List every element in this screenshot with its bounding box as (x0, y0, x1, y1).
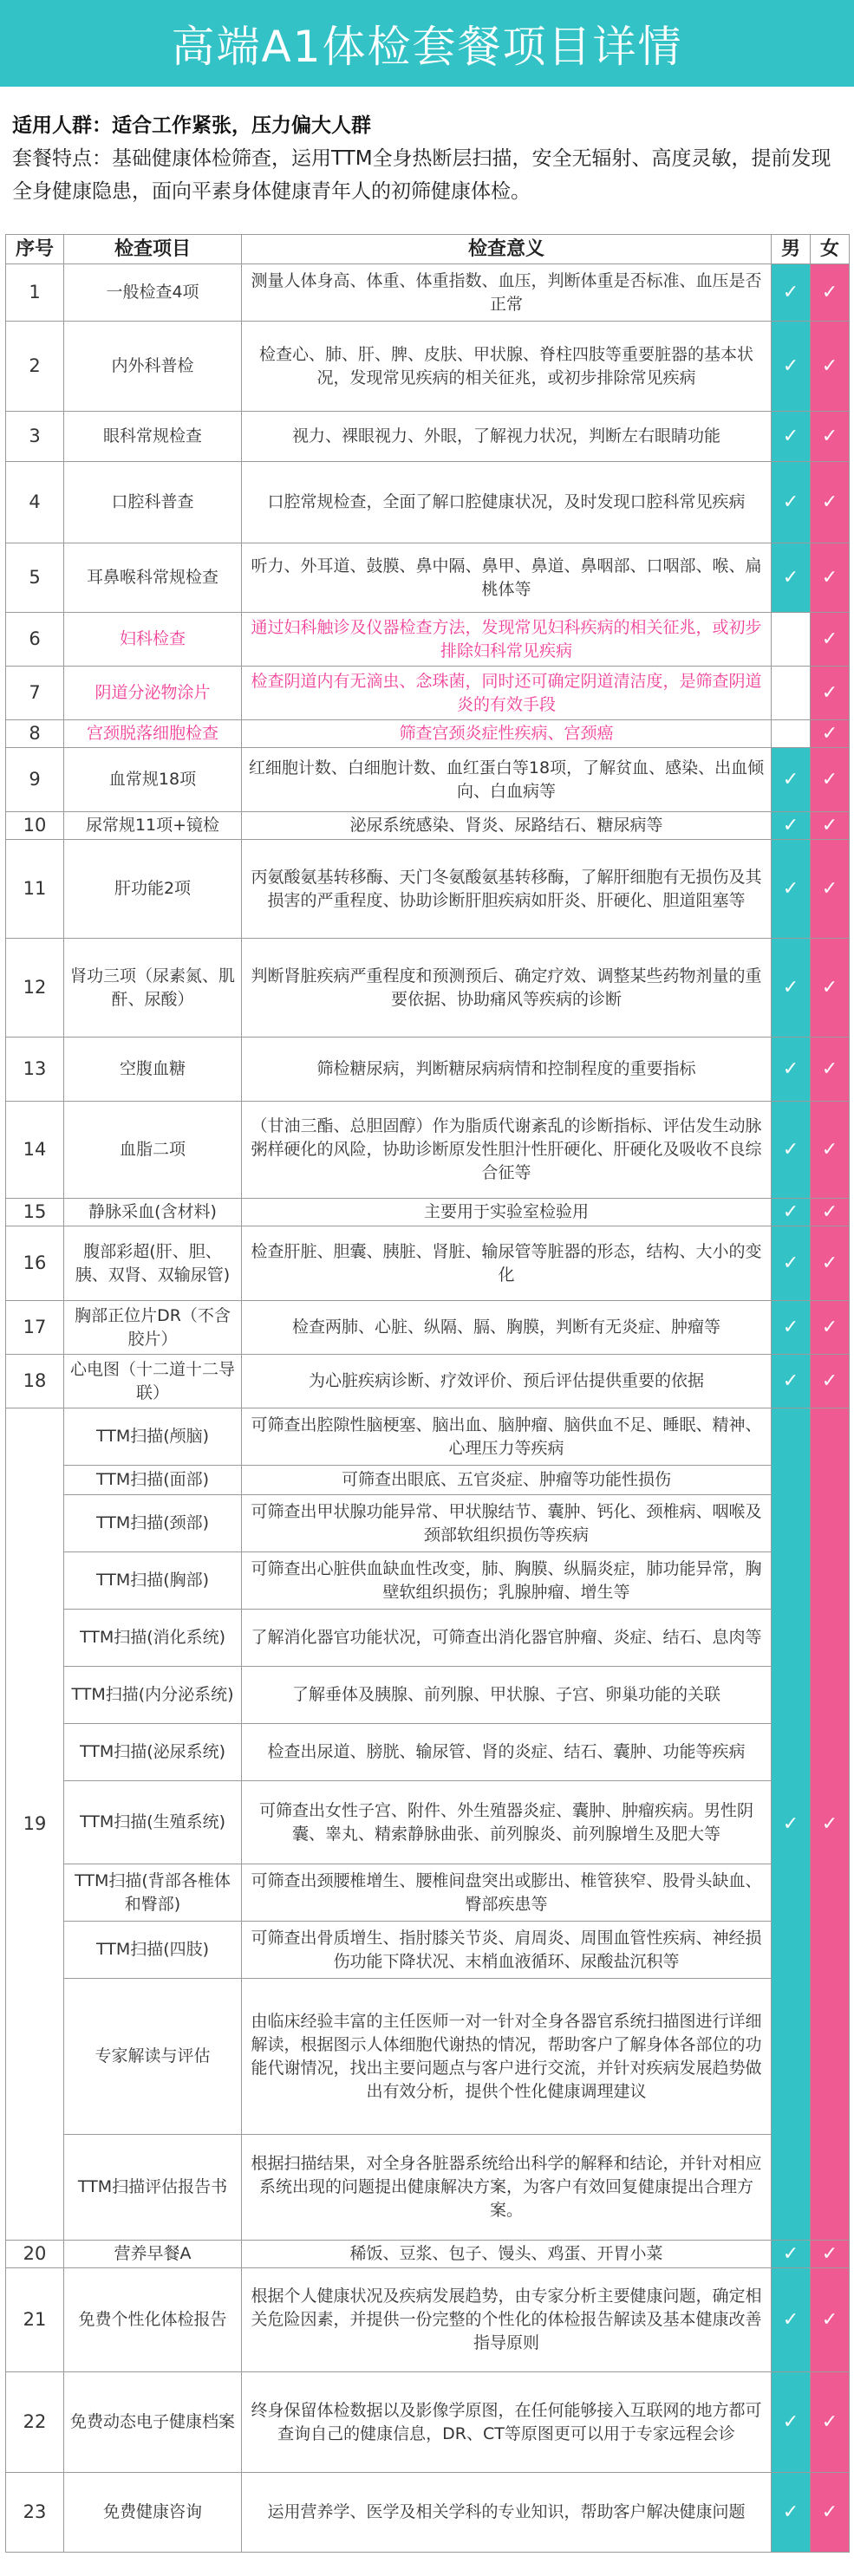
female-check-cell (811, 543, 850, 613)
row-meaning: 筛检糖尿病，判断糖尿病病情和控制程度的重要指标 (242, 1038, 772, 1102)
male-check-cell (772, 264, 811, 322)
row-number: 7 (6, 667, 64, 720)
table-row (6, 1610, 850, 1667)
female-check-cell (811, 720, 850, 748)
row-number: 13 (6, 1038, 64, 1102)
check-icon: ✓ (821, 426, 838, 447)
table-row (6, 2473, 850, 2553)
table-row (6, 412, 850, 462)
female-check-cell (811, 1038, 850, 1102)
row-meaning: 测量人体身高、体重、体重指数、血压，判断体重是否标准、血压是否正常 (242, 264, 772, 322)
row-meaning: 筛查宫颈炎症性疾病、宫颈癌 (242, 720, 772, 748)
female-check-cell (811, 2372, 850, 2473)
row-item: 腹部彩超(肝、胆、胰、双肾、双输尿管) (64, 1226, 242, 1301)
check-icon: ✓ (782, 1139, 799, 1161)
page-header (0, 0, 854, 87)
row-meaning: 通过妇科触诊及仪器检查方法，发现常见妇科疾病的相关征兆，或初步排除妇科常见疾病 (242, 613, 772, 667)
row-item: TTM扫描(生殖系统) (64, 1781, 242, 1864)
row-meaning: 可筛查出骨质增生、指肘膝关节炎、肩周炎、周围血管性疾病、神经损伤功能下降状况、末梢血液循环、尿酸盐沉积等 (242, 1922, 772, 1979)
check-icon: ✓ (821, 2309, 838, 2331)
header-male: 男 (772, 235, 811, 264)
row-meaning: 检查心、肺、肝、脾、皮肤、甲状腺、脊柱四肢等重要脏器的基本状况，发现常见疾病的相关征兆，或初步排除常见疾病 (242, 322, 772, 412)
row-meaning: 根据扫描结果，对全身各脏器系统给出科学的解释和结论，并针对相应系统出现的问题提出健康解决方案，为客户有效回复健康提出合理方案。 (242, 2135, 772, 2241)
male-check-cell (772, 2241, 811, 2268)
female-check-cell (811, 2241, 850, 2268)
row-item: TTM扫描(胸部) (64, 1552, 242, 1610)
table-row (6, 939, 850, 1038)
row-meaning: 可筛查出腔隙性脑梗塞、脑出血、脑肿瘤、脑供血不足、睡眠、精神、心理压力等疾病 (242, 1408, 772, 1466)
table-row (6, 812, 850, 840)
table-row (6, 613, 850, 667)
check-icon: ✓ (821, 2411, 838, 2433)
check-icon: ✓ (821, 1139, 838, 1161)
check-icon: ✓ (782, 977, 799, 999)
row-meaning: （甘油三酯、总胆固醇）作为脂质代谢紊乱的诊断指标、评估发生动脉粥样硬化的风险，协助诊断原发性胆汁性肝硬化、肝硬化及吸收不良综合征等 (242, 1102, 772, 1199)
row-meaning: 稀饭、豆浆、包子、馒头、鸡蛋、开胃小菜 (242, 2241, 772, 2268)
male-check-cell (772, 840, 811, 939)
check-icon: ✓ (782, 1058, 799, 1080)
check-icon: ✓ (821, 723, 838, 745)
row-meaning: 可筛查出眼底、五官炎症、肿瘤等功能性损伤 (242, 1466, 772, 1495)
female-check-cell (811, 812, 850, 840)
female-check-cell (811, 1102, 850, 1199)
row-item: 胸部正位片DR（不含胶片） (64, 1301, 242, 1355)
male-check-cell (772, 1355, 811, 1408)
male-check-cell (772, 543, 811, 613)
row-number: 3 (6, 412, 64, 462)
row-number: 6 (6, 613, 64, 667)
header-no: 序号 (6, 235, 64, 264)
row-meaning: 泌尿系统感染、肾炎、尿路结石、糖尿病等 (242, 812, 772, 840)
row-meaning: 丙氨酸氨基转移酶、天门冬氨酸氨基转移酶，了解肝细胞有无损伤及其损害的严重程度、协助诊断肝胆疾病如肝炎、肝硬化、胆道阻塞等 (242, 840, 772, 939)
row-number: 14 (6, 1102, 64, 1199)
row-meaning: 检查阴道内有无滴虫、念珠菌，同时还可确定阴道清洁度，是筛查阴道炎的有效手段 (242, 667, 772, 720)
row-number: 4 (6, 462, 64, 543)
row-meaning: 为心脏疾病诊断、疗效评价、预后评估提供重要的依据 (242, 1355, 772, 1408)
check-icon: ✓ (782, 1317, 799, 1338)
check-icon: ✓ (821, 2243, 838, 2265)
row-number: 1 (6, 264, 64, 322)
row-number: 20 (6, 2241, 64, 2268)
male-check-cell (772, 1408, 811, 2241)
row-meaning: 判断肾脏疾病严重程度和预测预后、确定疗效、调整某些药物剂量的重要依据、协助痛风等疾病的诊断 (242, 939, 772, 1038)
male-check-cell (772, 2473, 811, 2553)
row-item: TTM扫描(面部) (64, 1466, 242, 1495)
female-check-cell (811, 1199, 850, 1226)
header-female: 女 (811, 235, 850, 264)
row-meaning: 听力、外耳道、鼓膜、鼻中隔、鼻甲、鼻道、鼻咽部、口咽部、喉、扁桃体等 (242, 543, 772, 613)
row-item: TTM扫描(背部各椎体和臀部) (64, 1864, 242, 1922)
male-check-cell (772, 812, 811, 840)
check-icon: ✓ (782, 1201, 799, 1223)
row-item: TTM扫描评估报告书 (64, 2135, 242, 2241)
row-number: 8 (6, 720, 64, 748)
male-check-cell (772, 1301, 811, 1355)
row-item: 肾功三项（尿素氮、肌酐、尿酸） (64, 939, 242, 1038)
row-item: TTM扫描(泌尿系统) (64, 1724, 242, 1781)
row-item: 肝功能2项 (64, 840, 242, 939)
table-row (6, 1038, 850, 1102)
male-check-cell (772, 2372, 811, 2473)
row-item: 阴道分泌物涂片 (64, 667, 242, 720)
row-number: 5 (6, 543, 64, 613)
check-icon: ✓ (821, 878, 838, 900)
check-icon: ✓ (782, 878, 799, 900)
female-check-cell (811, 322, 850, 412)
row-item: 尿常规11项+镜检 (64, 812, 242, 840)
row-number: 11 (6, 840, 64, 939)
table-row (6, 1408, 850, 1466)
check-icon: ✓ (821, 815, 838, 836)
row-item: 免费动态电子健康档案 (64, 2372, 242, 2473)
male-check-cell (772, 1038, 811, 1102)
male-check-cell (772, 412, 811, 462)
check-icon: ✓ (821, 682, 838, 704)
female-check-cell (811, 840, 850, 939)
table-row (6, 1979, 850, 2135)
check-icon: ✓ (782, 815, 799, 836)
male-check-cell (772, 613, 811, 667)
row-item: TTM扫描(四肢) (64, 1922, 242, 1979)
check-icon: ✓ (782, 567, 799, 589)
check-icon: ✓ (821, 355, 838, 377)
row-item: TTM扫描(内分泌系统) (64, 1667, 242, 1724)
table-row (6, 2268, 850, 2372)
male-check-cell (772, 939, 811, 1038)
row-number: 21 (6, 2268, 64, 2372)
row-number: 18 (6, 1355, 64, 1408)
female-check-cell (811, 1408, 850, 2241)
female-check-cell (811, 2268, 850, 2372)
row-number: 22 (6, 2372, 64, 2473)
table-row (6, 543, 850, 613)
table-row (6, 1199, 850, 1226)
row-item: 血常规18项 (64, 748, 242, 812)
table-row (6, 462, 850, 543)
male-check-cell (772, 748, 811, 812)
check-icon: ✓ (821, 1317, 838, 1338)
check-icon: ✓ (782, 2243, 799, 2265)
check-icon: ✓ (782, 1370, 799, 1392)
row-item: 专家解读与评估 (64, 1979, 242, 2135)
female-check-cell (811, 412, 850, 462)
row-item: 内外科普检 (64, 322, 242, 412)
row-meaning: 终身保留体检数据以及影像学原图，在任何能够接入互联网的地方都可查询自己的健康信息，DR、CT等原图更可以用于专家远程会诊 (242, 2372, 772, 2473)
check-icon: ✓ (782, 426, 799, 447)
page-title: 高端A1体检套餐项目详情 (171, 22, 683, 72)
table-row (6, 1226, 850, 1301)
row-meaning: 视力、裸眼视力、外眼，了解视力状况，判断左右眼睛功能 (242, 412, 772, 462)
check-icon: ✓ (821, 282, 838, 303)
row-item: 口腔科普查 (64, 462, 242, 543)
table-row (6, 1355, 850, 1408)
male-check-cell (772, 2268, 811, 2372)
row-number: 15 (6, 1199, 64, 1226)
check-icon: ✓ (821, 2501, 838, 2523)
male-check-cell (772, 1226, 811, 1301)
row-item: TTM扫描(颅脑) (64, 1408, 242, 1466)
row-item: 宫颈脱落细胞检查 (64, 720, 242, 748)
row-number: 16 (6, 1226, 64, 1301)
row-item: TTM扫描(颈部) (64, 1495, 242, 1552)
check-icon: ✓ (821, 1252, 838, 1274)
table-row (6, 1552, 850, 1610)
check-icon: ✓ (782, 769, 799, 790)
row-meaning: 检查肝脏、胆囊、胰脏、肾脏、输尿管等脏器的形态，结构、大小的变化 (242, 1226, 772, 1301)
check-icon: ✓ (782, 2411, 799, 2433)
male-check-cell (772, 1102, 811, 1199)
row-meaning: 主要用于实验室检验用 (242, 1199, 772, 1226)
row-item: 空腹血糖 (64, 1038, 242, 1102)
table-row (6, 1495, 850, 1552)
row-number: 2 (6, 322, 64, 412)
check-icon: ✓ (821, 567, 838, 589)
check-icon: ✓ (821, 769, 838, 790)
target-audience: 适用人群：适合工作紧张，压力偏大人群 (12, 114, 371, 137)
table-row (6, 840, 850, 939)
check-icon: ✓ (782, 2309, 799, 2331)
table-row (6, 1466, 850, 1495)
male-check-cell (772, 322, 811, 412)
male-check-cell (772, 462, 811, 543)
row-meaning: 红细胞计数、白细胞计数、血红蛋白等18项，了解贫血、感染、出血倾向、白血病等 (242, 748, 772, 812)
female-check-cell (811, 613, 850, 667)
check-icon: ✓ (782, 355, 799, 377)
row-meaning: 可筛查出甲状腺功能异常、甲状腺结节、囊肿、钙化、颈椎病、咽喉及颈部软组织损伤等疾病 (242, 1495, 772, 1552)
table-row (6, 2135, 850, 2241)
row-number: 9 (6, 748, 64, 812)
table-row (6, 1724, 850, 1781)
row-item: 耳鼻喉科常规检查 (64, 543, 242, 613)
male-check-cell (772, 720, 811, 748)
row-meaning: 了解垂体及胰腺、前列腺、甲状腺、子宫、卵巢功能的关联 (242, 1667, 772, 1724)
female-check-cell (811, 264, 850, 322)
row-number: 17 (6, 1301, 64, 1355)
female-check-cell (811, 667, 850, 720)
table-row (6, 748, 850, 812)
row-item: 营养早餐A (64, 2241, 242, 2268)
row-meaning: 检查出尿道、膀胱、输尿管、肾的炎症、结石、囊肿、功能等疾病 (242, 1724, 772, 1781)
row-meaning: 运用营养学、医学及相关学科的专业知识，帮助客户解决健康问题 (242, 2473, 772, 2553)
check-icon: ✓ (821, 1370, 838, 1392)
row-item: 心电图（十二道十二导联） (64, 1355, 242, 1408)
male-check-cell (772, 1199, 811, 1226)
row-meaning: 可筛查出颈腰椎增生、腰椎间盘突出或膨出、椎管狭窄、股骨头缺血、臀部疾患等 (242, 1864, 772, 1922)
male-check-cell (772, 667, 811, 720)
row-number: 23 (6, 2473, 64, 2553)
table-row (6, 2241, 850, 2268)
row-meaning: 可筛查出心脏供血缺血性改变，肺、胸膜、纵膈炎症，肺功能异常，胸壁软组织损伤；乳腺肿瘤、增生等 (242, 1552, 772, 1610)
package-features: 套餐特点：基础健康体检筛查，运用TTM全身热断层扫描，安全无辐射、高度灵敏，提前发现全身健康隐患，面向平素身体健康青年人的初筛健康体检。 (12, 147, 831, 203)
check-icon: ✓ (782, 2501, 799, 2523)
table-row (6, 720, 850, 748)
header-item: 检查项目 (64, 235, 242, 264)
female-check-cell (811, 748, 850, 812)
check-icon: ✓ (782, 1813, 799, 1835)
female-check-cell (811, 462, 850, 543)
row-item: 免费个性化体检报告 (64, 2268, 242, 2372)
row-meaning: 检查两肺、心脏、纵隔、膈、胸膜，判断有无炎症、肿瘤等 (242, 1301, 772, 1355)
check-icon: ✓ (821, 977, 838, 999)
checkup-items-table (5, 234, 850, 2553)
table-row (6, 1667, 850, 1724)
row-meaning: 由临床经验丰富的主任医师一对一针对全身各器官系统扫描图进行详细解读，根据图示人体细胞代谢热的情况，帮助客户了解身体各部位的功能代谢情况，找出主要问题点与客户进行交流，并针对疾病发展趋势做出有效分析，提供个性化健康调理建议 (242, 1979, 772, 2135)
female-check-cell (811, 1355, 850, 1408)
table-row (6, 1102, 850, 1199)
row-meaning: 可筛查出女性子宫、附件、外生殖器炎症、囊肿、肿瘤疾病。男性阴囊、睾丸、精索静脉曲张、前列腺炎、前列腺增生及肥大等 (242, 1781, 772, 1864)
female-check-cell (811, 1226, 850, 1301)
check-icon: ✓ (821, 491, 838, 513)
table-row (6, 2372, 850, 2473)
check-icon: ✓ (821, 1201, 838, 1223)
female-check-cell (811, 939, 850, 1038)
row-item: TTM扫描(消化系统) (64, 1610, 242, 1667)
table-row (6, 1922, 850, 1979)
row-meaning: 了解消化器官功能状况，可筛查出消化器官肿瘤、炎症、结石、息肉等 (242, 1610, 772, 1667)
intro-section (0, 87, 854, 237)
check-icon: ✓ (782, 491, 799, 513)
header-meaning: 检查意义 (242, 235, 772, 264)
row-number: 10 (6, 812, 64, 840)
row-item: 血脂二项 (64, 1102, 242, 1199)
female-check-cell (811, 1301, 850, 1355)
check-icon: ✓ (821, 1813, 838, 1835)
row-meaning: 口腔常规检查，全面了解口腔健康状况，及时发现口腔科常见疾病 (242, 462, 772, 543)
check-icon: ✓ (821, 628, 838, 650)
row-item: 一般检查4项 (64, 264, 242, 322)
row-number: 12 (6, 939, 64, 1038)
table-row (6, 1301, 850, 1355)
table-row (6, 667, 850, 720)
table-row (6, 1781, 850, 1864)
table-row (6, 1864, 850, 1922)
table-header-row (6, 235, 850, 264)
table-row (6, 322, 850, 412)
female-check-cell (811, 2473, 850, 2553)
row-meaning: 根据个人健康状况及疾病发展趋势，由专家分析主要健康问题，确定相关危险因素，并提供一份完整的个性化的体检报告解读及基本健康改善指导原则 (242, 2268, 772, 2372)
row-item: 免费健康咨询 (64, 2473, 242, 2553)
row-number: 19 (6, 1408, 64, 2241)
check-icon: ✓ (782, 282, 799, 303)
row-item: 眼科常规检查 (64, 412, 242, 462)
check-icon: ✓ (821, 1058, 838, 1080)
row-item: 妇科检查 (64, 613, 242, 667)
check-icon: ✓ (782, 1252, 799, 1274)
table-row (6, 264, 850, 322)
row-item: 静脉采血(含材料) (64, 1199, 242, 1226)
